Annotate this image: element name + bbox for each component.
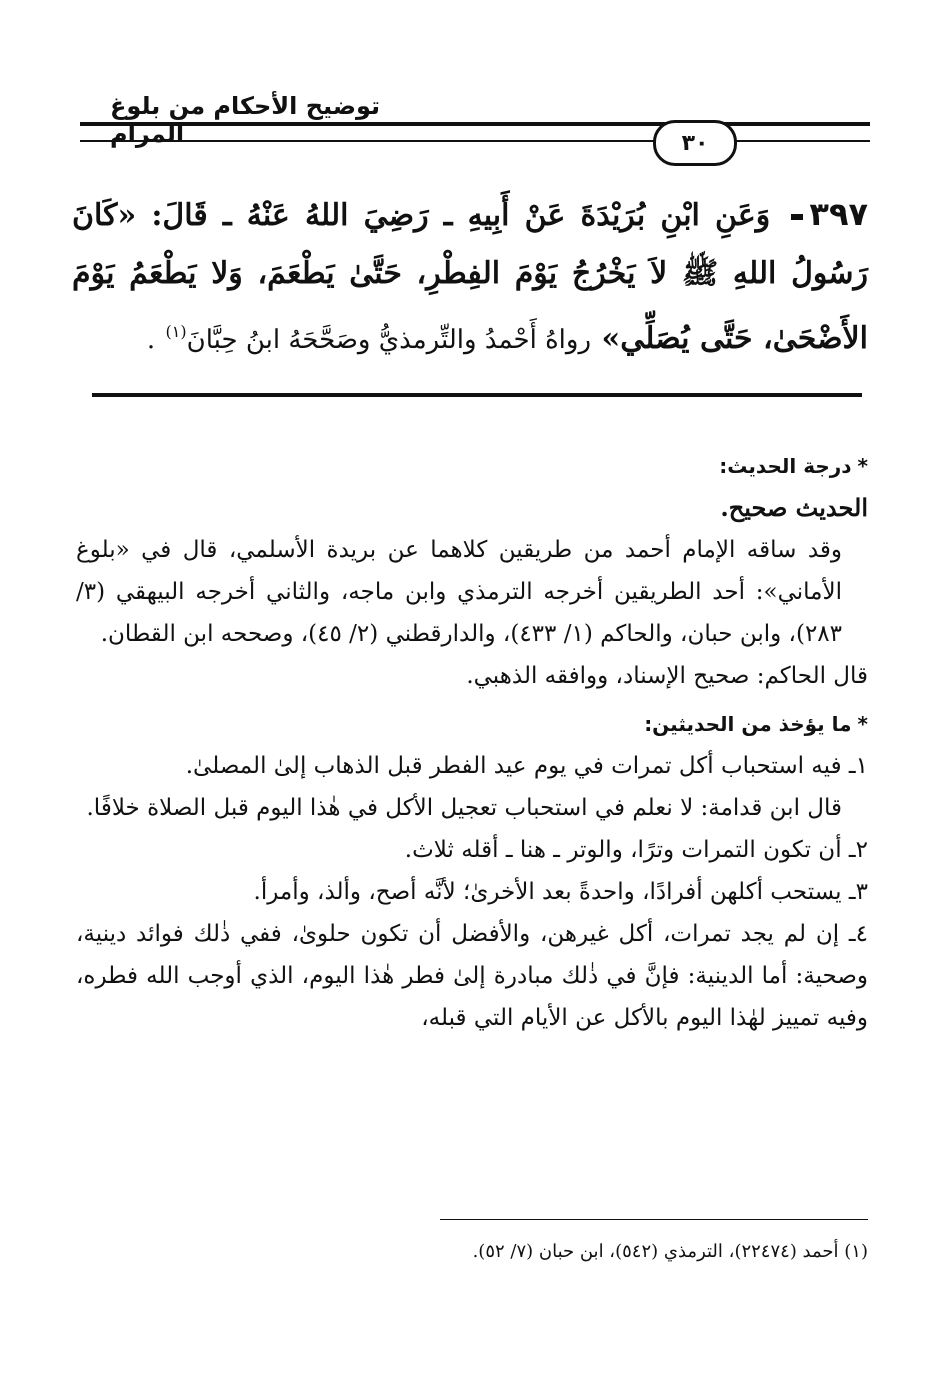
commentary: [76, 445, 868, 1039]
lesson-item-3: ٣ـ يستحب أكلهن أفرادًا، واحدةً بعد الأخرىٰ؛ لأنَّه أصح، وألذ، وأمرأ.: [253, 879, 868, 905]
grade-verdict: الحديث صحيح.: [720, 493, 868, 522]
grade-heading: [76, 445, 868, 487]
lesson-item-2: ٢ـ أن تكون التمرات وترًا، والوتر ـ هنا ـ أقله ثلاث.: [404, 837, 868, 863]
header-rule-bottom: [80, 140, 870, 142]
running-title: توضيح الأحكام من بلوغ المرام: [110, 92, 381, 148]
grade-heading-text: درجة الحديث:: [719, 454, 852, 478]
heading-star: *: [857, 712, 868, 736]
hadith-block: [72, 185, 868, 369]
footnote-rule: [440, 1219, 868, 1220]
lesson-item-1-note: قال ابن قدامة: لا نعلم في استحباب تعجيل الأكل في هٰذا اليوم قبل الصلاة خلافًا.: [86, 795, 842, 821]
page-number: ٣٠: [653, 120, 737, 166]
lesson-item-4: ٤ـ إن لم يجد تمرات، أكل غيرهن، والأفضل أن تكون حلوىٰ، ففي ذٰلك فوائد دينية، وصحية: أما الدينية: فإنَّ في ذٰلك مبادرة إلىٰ فطر هٰذا اليوم، الذي أوجب الله فطره، وفيه تمييز لهٰذا اليوم بالأكل عن الأيام التي قبله،: [76, 921, 868, 1031]
lessons-heading-text: ما يؤخذ من الحديثين:: [644, 712, 852, 736]
heading-star: *: [857, 454, 868, 478]
footnote-mark: (١): [165, 322, 187, 341]
hadith-number: ٣٩٧: [809, 195, 868, 233]
hadith-source: رواهُ أَحْمدُ والتِّرمذيُّ وصَحَّحَهُ ابنُ حِبَّانَ: [186, 325, 592, 355]
lessons-heading: [76, 703, 868, 745]
hadith-text: وَعَنِ ابْنِ بُرَيْدَةَ عَنْ أَبِيهِ ـ رَضِيَ اللهُ عَنْهُ ـ قَالَ: «كَانَ رَسُولُ اللهِ ﷺ لاَ يَخْرُجُ يَوْمَ الفِطْرِ، حَتَّىٰ يَطْعَمَ، وَلا يَطْعَمُ يَوْمَ الأَضْحَىٰ، حَتَّى يُصَلِّي»: [72, 198, 868, 356]
lesson-item-1: ١ـ فيه استحباب أكل تمرات في يوم عيد الفطر قبل الذهاب إلىٰ المصلىٰ.: [185, 753, 868, 779]
hadith-end: .: [146, 325, 156, 355]
header-rule-top: [80, 122, 870, 126]
grade-paragraph-1: وقد ساقه الإمام أحمد من طريقين كلاهما عن بريدة الأسلمي، قال في «بلوغ الأماني»: أحد الطريقين أخرجه الترمذي وابن ماجه، والثاني أخرجه البيهقي (٣/ ٢٨٣)، وابن حبان، والحاكم (١/ ٤٣٣)، والدارقطني (٢/ ٤٥)، وصححه ابن القطان.: [76, 537, 842, 647]
hadith-number-dash: [791, 214, 803, 220]
footnote: (١) أحمد (٢٢٤٧٤)، الترمذي (٥٤٢)، ابن حبان (٧/ ٥٢).: [472, 1241, 868, 1262]
grade-paragraph-2: قال الحاكم: صحيح الإسناد، ووافقه الذهبي.: [466, 663, 868, 689]
section-divider: [92, 393, 862, 397]
